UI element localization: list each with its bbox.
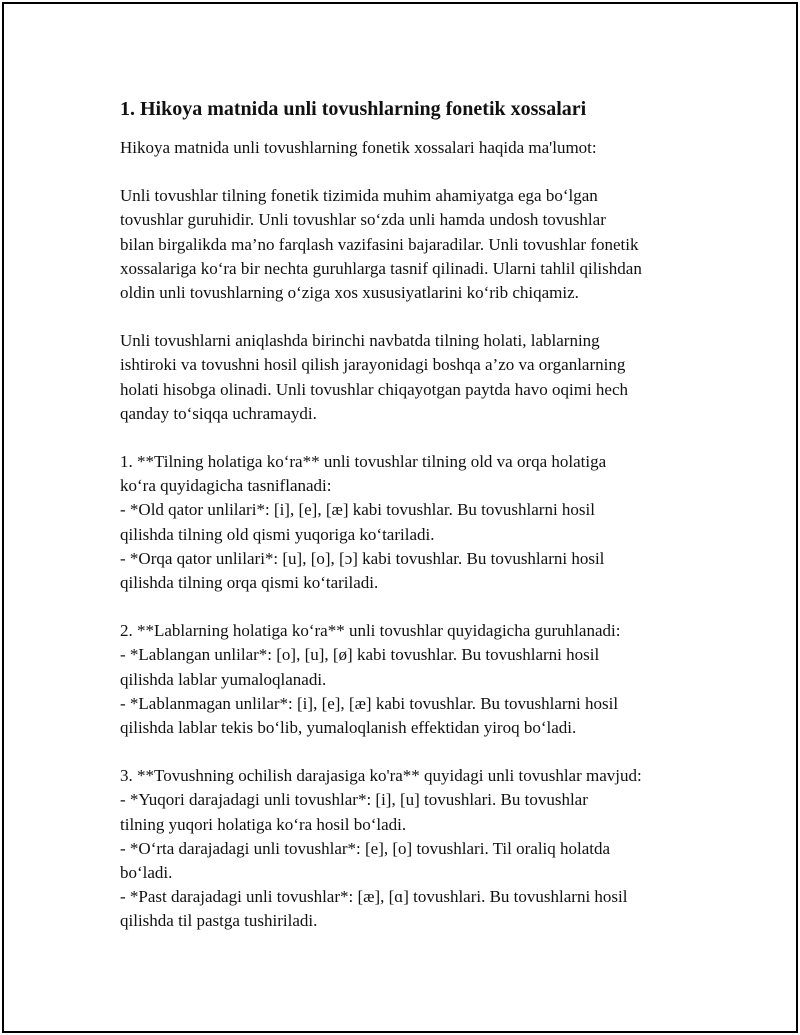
section-lip-position: 2. **Lablarning holatiga ko‘ra** unli tovushlar quyidagicha guruhlanadi: - *Lablangan unlilar*: [o], [u], [ø] kabi tovushlar. Bu tovushlarni hosil qilishda lablar yumaloqlanadi. - *Lablanmagan unlilar*: [i], [e], [æ] kabi tovushlar. Bu tovushlarni hosil qilishda lablar tekis bo‘lib, yumaloqlanish effektidan yiroq bo‘ladi. [120, 621, 621, 738]
paragraph-identification: Unli tovushlarni aniqlashda birinchi navbatda tilning holati, lablarning ishtiroki va tovushni hosil qilish jarayonidagi boshqa a’zo va organlarning holati hisobga olinadi. Unli tovushlar chiqayotgan paytda havo oqimi hech qanday to‘siqqa uchramaydi. [120, 331, 629, 423]
document-title: 1. Hikoya matnida unli tovushlarning fonetik xossalari [120, 98, 587, 120]
section-openness-degree: 3. **Tovushning ochilish darajasiga ko'ra** quyidagi unli tovushlar mavjud: - *Yuqori darajadagi unli tovushlar*: [i], [u] tovushlari. Bu tovushlar tilning yuqori holatiga ko‘ra hosil bo‘ladi. - *O‘rta darajadagi unli tovushlar*: [e], [o] tovushlari. Til oraliq holatda bo‘ladi. - *Past darajadagi unli tovushlar*: [æ], [ɑ] tovushlari. Bu tovushlarni hosil qilishda til pastga tushiriladi. [120, 766, 642, 931]
document-body [120, 94, 710, 934]
paragraph-overview: Unli tovushlar tilning fonetik tizimida muhim ahamiyatga ega bo‘lgan tovushlar guruhidir. Unli tovushlar so‘zda unli hamda undosh tovushlar bilan birgalikda ma’no farqlash vazifasini bajaradilar. Unli tovushlar fonetik xossalariga ko‘ra bir nechta guruhlarga tasnif qilinadi. Ularni tahlil qilishdan oldin unli tovushlarning o‘ziga xos xususiyatlarini ko‘rib chiqamiz. [120, 186, 642, 303]
intro-paragraph: Hikoya matnida unli tovushlarning fonetik xossalari haqida ma'lumot: [120, 138, 597, 157]
page-frame [2, 2, 798, 1033]
section-tongue-position: 1. **Tilning holatiga ko‘ra** unli tovushlar tilning old va orqa holatiga ko‘ra quyidagicha tasniflanadi: - *Old qator unlilari*: [i], [e], [æ] kabi tovushlar. Bu tovushlarni hosil qilishda tilning old qismi yuqoriga ko‘tariladi. - *Orqa qator unlilari*: [u], [o], [ɔ] kabi tovushlar. Bu tovushlarni hosil qilishda tilning orqa qismi ko‘tariladi. [120, 452, 607, 593]
